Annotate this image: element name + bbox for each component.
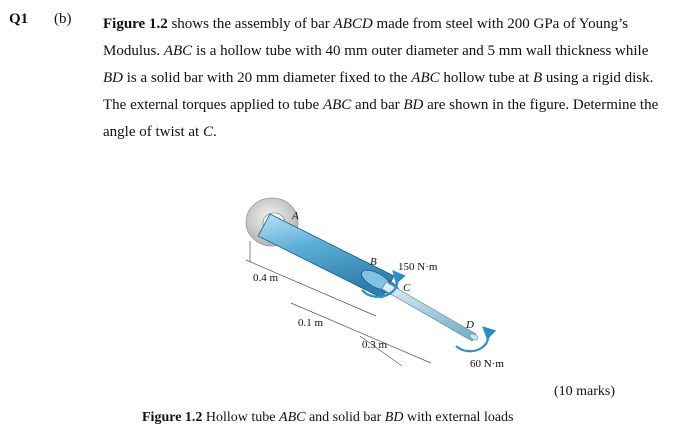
marks-label: (10 marks) xyxy=(553,384,615,399)
label-torque-d: 60 N·m xyxy=(470,358,504,370)
caption-segment: Hollow tube xyxy=(202,410,280,425)
question-text-segment: shows the assembly of bar xyxy=(167,16,334,32)
question-text-segment: Figure 1.2 xyxy=(103,16,168,32)
question-text-segment: is a solid bar with 20 mm diameter fixed to the xyxy=(123,70,412,86)
question-text-segment: hollow tube at xyxy=(439,70,533,86)
question-text-segment: . xyxy=(213,124,217,140)
question-text-segment: using a rigid disk. The external torques applied to tube xyxy=(103,70,654,113)
question-text-segment: BD xyxy=(103,70,123,86)
caption-segment: BD xyxy=(384,410,404,425)
figure-caption xyxy=(142,410,514,426)
label-d: D xyxy=(466,319,474,331)
question-number: Q1 xyxy=(9,11,29,27)
caption-segment: Figure 1.2 xyxy=(142,410,203,425)
solid-bar-bd xyxy=(382,282,476,341)
question-text-segment: made from steel with 200 GPa of Young’s Modulus. xyxy=(103,16,629,59)
question-text-segment: and bar xyxy=(351,97,404,113)
label-dim-bc: 0.1 m xyxy=(298,317,324,329)
caption-segment: with external loads xyxy=(403,410,514,425)
question-text-segment: are shown in the figure. Determine the angle of twist at xyxy=(103,97,659,140)
figure-1-2 xyxy=(226,186,526,376)
question-text-segment: BD xyxy=(403,97,424,113)
question-text-segment: ABC xyxy=(322,97,352,113)
assembly-drawing xyxy=(226,186,526,376)
label-dim-cd: 0.3 m xyxy=(362,339,388,351)
question-text-segment: is a hollow tube with 40 mm outer diameter and 5 mm wall thickness while xyxy=(192,43,649,59)
question-text-segment: C xyxy=(202,124,213,140)
label-c: C xyxy=(403,282,411,294)
question-text xyxy=(103,11,669,146)
question-text-segment: ABCD xyxy=(333,16,373,32)
caption-segment: ABC xyxy=(279,410,306,425)
question-text-segment: B xyxy=(532,70,543,86)
label-b: B xyxy=(370,256,377,268)
question-text-segment: ABC xyxy=(163,43,193,59)
caption-segment: and solid bar xyxy=(305,410,385,425)
label-torque-b: 150 N·m xyxy=(398,261,438,273)
label-dim-ab: 0.4 m xyxy=(253,272,279,284)
question-text-segment: ABC xyxy=(411,70,440,86)
label-a: A xyxy=(292,210,299,222)
question-part: (b) xyxy=(54,11,72,27)
